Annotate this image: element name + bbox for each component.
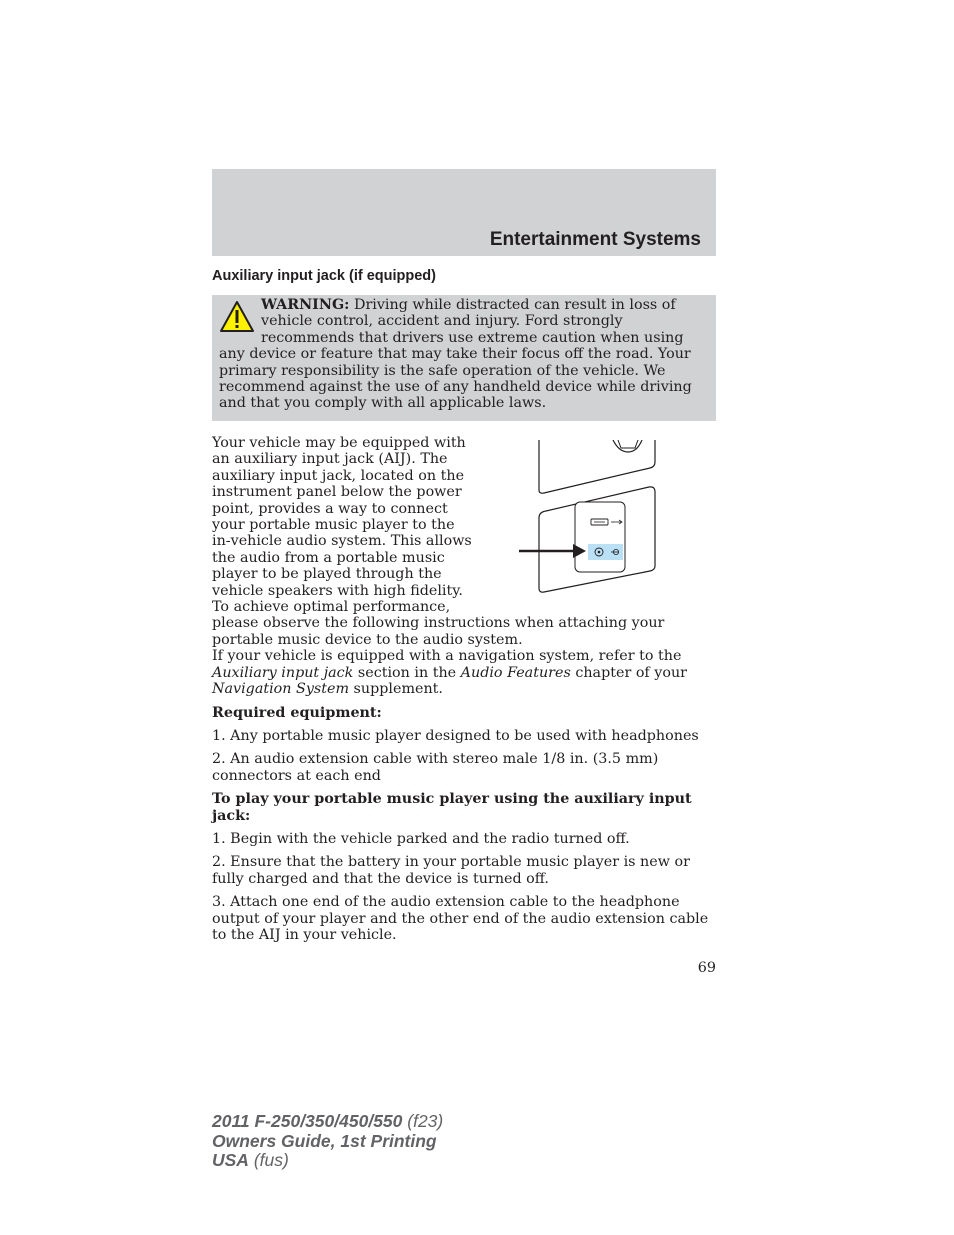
page-number: 69 [697,960,716,976]
nav-note-ref-audio-features: Audio Features [460,664,571,681]
intro-text: Your vehicle may be equipped with an auxiliary input jack (AIJ). The auxiliary input jack, located on the instrument panel below the power point, provides a way to connect your portable music player to the in-vehicle audio system. This allows the audio from a portable music player to be played through the vehicle speakers with high fidelity. To achieve optimal performance, [212,435,472,616]
warning-label: WARNING: [261,297,350,313]
play-step-2: 2. Ensure that the battery in your portable music player is new or fully charged and that the device is turned off. [212,854,690,887]
nav-note-text: section in the [353,664,461,681]
footer-model-line: 2011 F-250/350/450/550 (f23) [212,1111,444,1131]
required-item-1: 1. Any portable music player designed to be used with headphones [212,727,699,744]
required-equipment-heading: Required equipment: [212,704,382,721]
aux-jack-illustration [516,440,658,595]
nav-note-ref-navigation-system: Navigation System [212,681,350,698]
section-title: Entertainment Systems [489,229,701,250]
play-step-3: 3. Attach one end of the audio extension cable to the headphone output of your player and the other end of the audio extension cable to the AIJ in your vehicle. [212,894,709,943]
warning-box [212,295,716,421]
footer-region-line: USA (fus) [212,1150,289,1170]
footer [212,1112,443,1171]
play-instructions-heading: To play your portable music player using the auxiliary input jack: [212,791,692,824]
nav-note-text: If your vehicle is equipped with a navigation system, refer to the [212,648,682,665]
nav-note-text: supplement. [349,681,443,698]
intro-text-continued: please observe the following instructions when attaching your portable music device to the audio system. [212,615,665,648]
required-item-2: 2. An audio extension cable with stereo male 1/8 in. (3.5 mm) connectors at each end [212,751,659,784]
nav-note-text: chapter of your [570,664,687,681]
warning-text: Driving while distracted can result in loss of vehicle control, accident and injury. Ford strongly recommends that drivers use extreme caution when using any device or feature that may take their focus off the road. Your primary responsibility is the safe operation of the vehicle. We recommend against the use of any handheld device while driving and that you comply with all applicable laws. [219,297,692,412]
nav-note-ref-aij: Auxiliary input jack [212,664,354,681]
subheading: Auxiliary input jack (if equipped) [212,268,436,284]
warning-triangle-icon [219,300,255,333]
header-band [212,169,716,256]
footer-guide-line: Owners Guide, 1st Printing [212,1130,437,1151]
play-step-1: 1. Begin with the vehicle parked and the radio turned off. [212,830,630,847]
navigation-note [212,648,716,697]
